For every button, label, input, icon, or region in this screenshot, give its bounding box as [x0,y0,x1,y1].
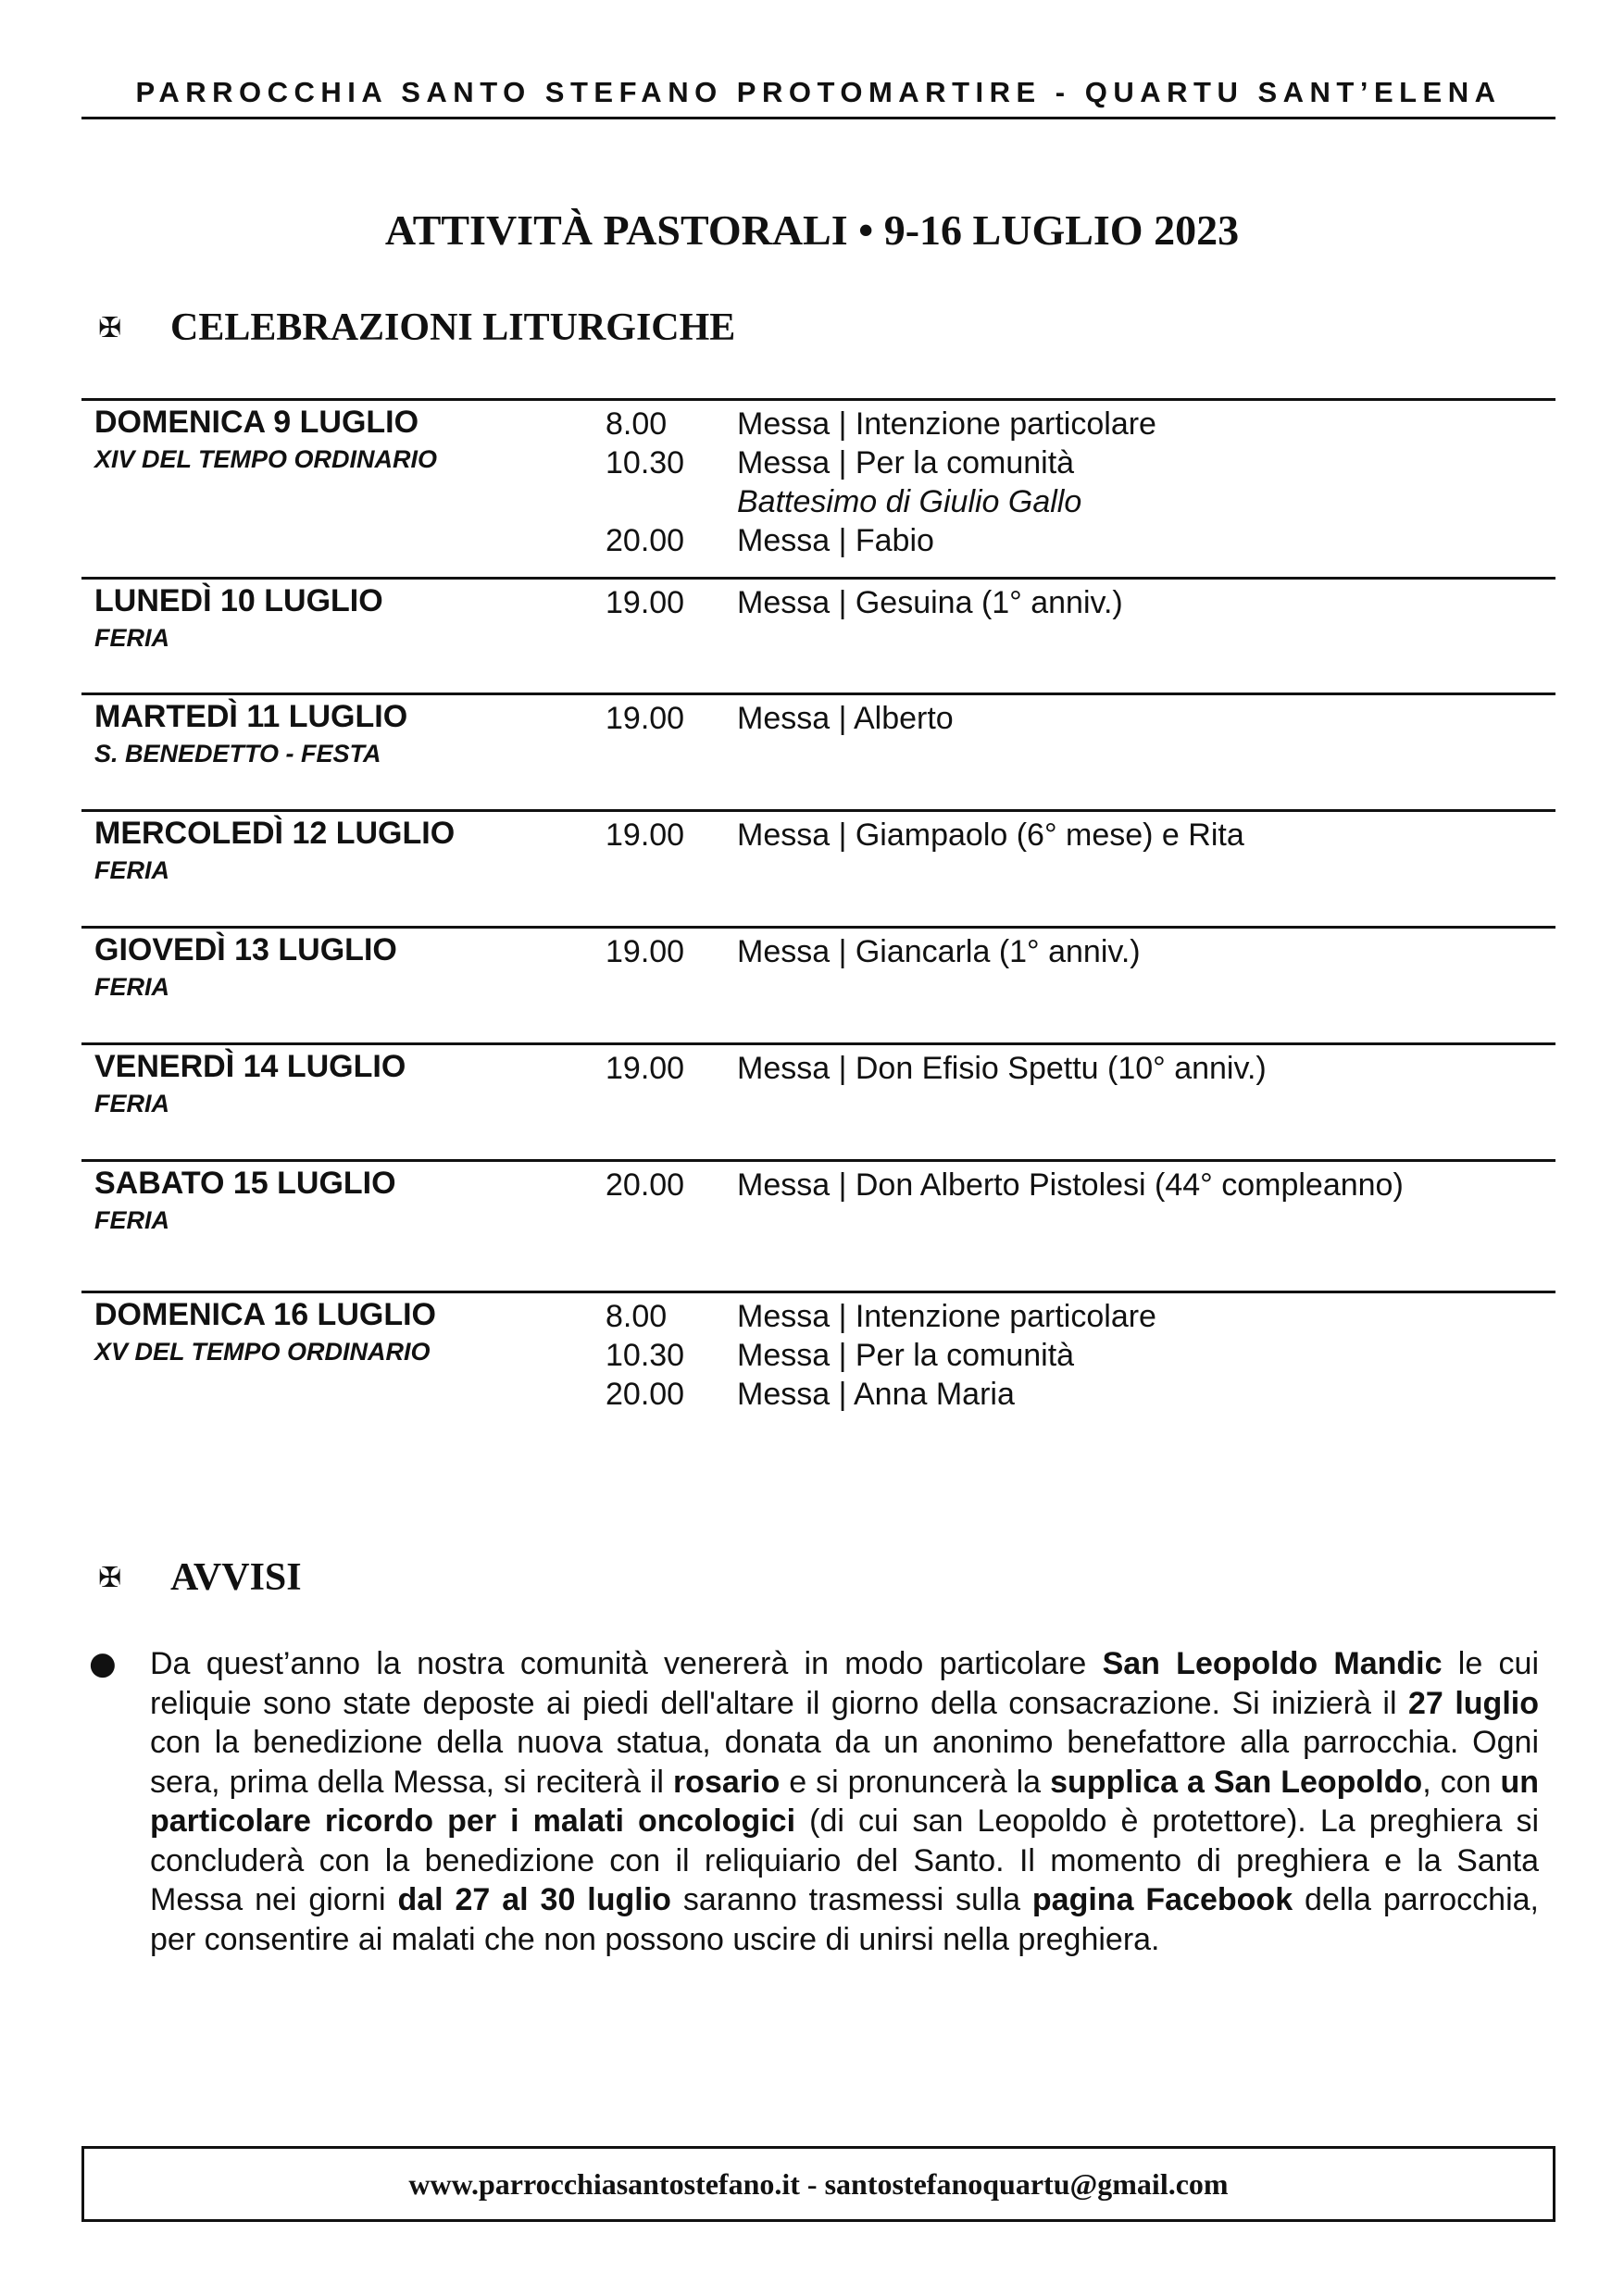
mass-time: 8.00 [606,1299,668,1334]
day-name: MARTEDÌ 11 LUGLIO [94,699,408,734]
star-cross-icon: ✠ [98,1561,122,1594]
mass-intention: Messa | Alberto [737,701,954,736]
mass-intention: Messa | Intenzione particolare [737,1299,1156,1334]
mass-intention: Messa | Gesuina (1° anniv.) [737,585,1123,620]
notice-highlight: un particolare ricordo per i malati oncologici [150,1764,1539,1839]
mass-time: 10.30 [606,1338,685,1373]
section-celebrations-heading [98,306,735,350]
mass-intention: Messa | Don Efisio Spettu (10° anniv.) [737,1051,1267,1086]
mass-time: 8.00 [606,406,668,442]
day-liturgy: XIV DEL TEMPO ORDINARIO [94,445,438,473]
mass-intention: Messa | Intenzione particolare [737,406,1156,442]
day-name: VENERDÌ 14 LUGLIO [94,1049,406,1084]
notice-highlight: San Leopoldo Mandic [1102,1646,1443,1681]
notice-highlight: dal 27 al 30 luglio [397,1882,671,1917]
mass-time: 20.00 [606,523,685,558]
mass-time: 19.00 [606,701,685,736]
mass-time: 20.00 [606,1167,685,1203]
bullet-icon: ● [89,1645,117,1682]
day-liturgy: FERIA [94,1206,169,1234]
mass-intention: Messa | Per la comunità [737,445,1075,480]
day-block [81,577,1555,693]
mass-intention: Messa | Fabio [737,523,934,558]
day-block [81,1159,1555,1291]
day-liturgy: FERIA [94,624,169,652]
mass-intention: Messa | Anna Maria [737,1377,1015,1412]
day-block [81,1042,1555,1159]
day-name: DOMENICA 16 LUGLIO [94,1297,436,1332]
mass-time: 19.00 [606,585,685,620]
notice-highlight: pagina Facebook [1031,1882,1293,1917]
star-cross-icon: ✠ [98,311,122,344]
notice-text: le cui reliquie sono state deposte ai piedi dell'altare il giorno della consacrazione. Si inizierà il [150,1646,1539,1721]
notice-text: Da quest’anno la nostra comunità venererà in modo particolare [150,1646,1103,1681]
footer-contact: www.parrocchiasantostefano.it - santostefanoquartu@gmail.com [81,2146,1555,2222]
day-block [81,1291,1555,1429]
day-name: GIOVEDÌ 13 LUGLIO [94,932,397,967]
mass-time: 10.30 [606,445,685,480]
mass-time: 19.00 [606,1051,685,1086]
mass-intention: Messa | Giampaolo (6° mese) e Rita [737,817,1244,853]
notice-text: con la benedizione della nuova statua, donata da un anonimo benefattore alla parrocchia. Ogni sera, prima della Messa, si reciterà il [150,1725,1539,1800]
notice-text: (di cui san Leopoldo è protettore). La preghiera si concluderà con la benedizione con il reliquiario del Santo. Il momento di preghiera e la Santa Messa nei giorni [150,1803,1540,1917]
celebrations-schedule [81,398,1555,1429]
section-notices-heading [98,1555,302,1600]
day-block [81,398,1555,577]
mass-intention: Messa | Giancarla (1° anniv.) [737,934,1141,969]
notice-text: saranno trasmessi sulla [670,1882,1032,1917]
day-liturgy: FERIA [94,1090,169,1117]
day-name: DOMENICA 9 LUGLIO [94,405,419,440]
notice-text: e si pronuncerà la [780,1764,1051,1800]
notice-highlight: 27 luglio [1408,1685,1539,1721]
mass-time: 19.00 [606,817,685,853]
mass-time: 20.00 [606,1377,685,1412]
day-liturgy: FERIA [94,856,169,884]
mass-intention: Messa | Per la comunità [737,1338,1075,1373]
day-liturgy: FERIA [94,973,169,1001]
day-liturgy: S. BENEDETTO - FESTA [94,740,381,767]
baptism-note: Battesimo di Giulio Gallo [737,484,1082,519]
day-name: SABATO 15 LUGLIO [94,1166,396,1201]
day-name: LUNEDÌ 10 LUGLIO [94,583,383,618]
day-block [81,693,1555,809]
celebrations-heading-text: CELEBRAZIONI LITURGICHE [170,306,736,349]
notice-text: , con [1422,1764,1501,1800]
notices-heading-text: AVVISI [170,1556,302,1599]
notice-text: della parrocchia, per consentire ai malati che non possono uscire di unirsi nella preghiera. [150,1882,1540,1957]
day-name: MERCOLEDÌ 12 LUGLIO [94,816,456,851]
day-liturgy: XV DEL TEMPO ORDINARIO [94,1338,431,1366]
page-title: ATTIVITÀ PASTORALI • 9-16 LUGLIO 2023 [384,206,1240,254]
notice-highlight: rosario [672,1764,781,1800]
parish-header: PARROCCHIA SANTO STEFANO PROTOMARTIRE - QUARTU SANT’ELENA [81,76,1555,119]
notice-highlight: supplica a San Leopoldo [1050,1764,1423,1800]
mass-intention: Messa | Don Alberto Pistolesi (44° compleanno) [737,1167,1404,1203]
notice-paragraph [150,1644,1539,1959]
day-block [81,926,1555,1042]
day-block [81,809,1555,926]
mass-time: 19.00 [606,934,685,969]
